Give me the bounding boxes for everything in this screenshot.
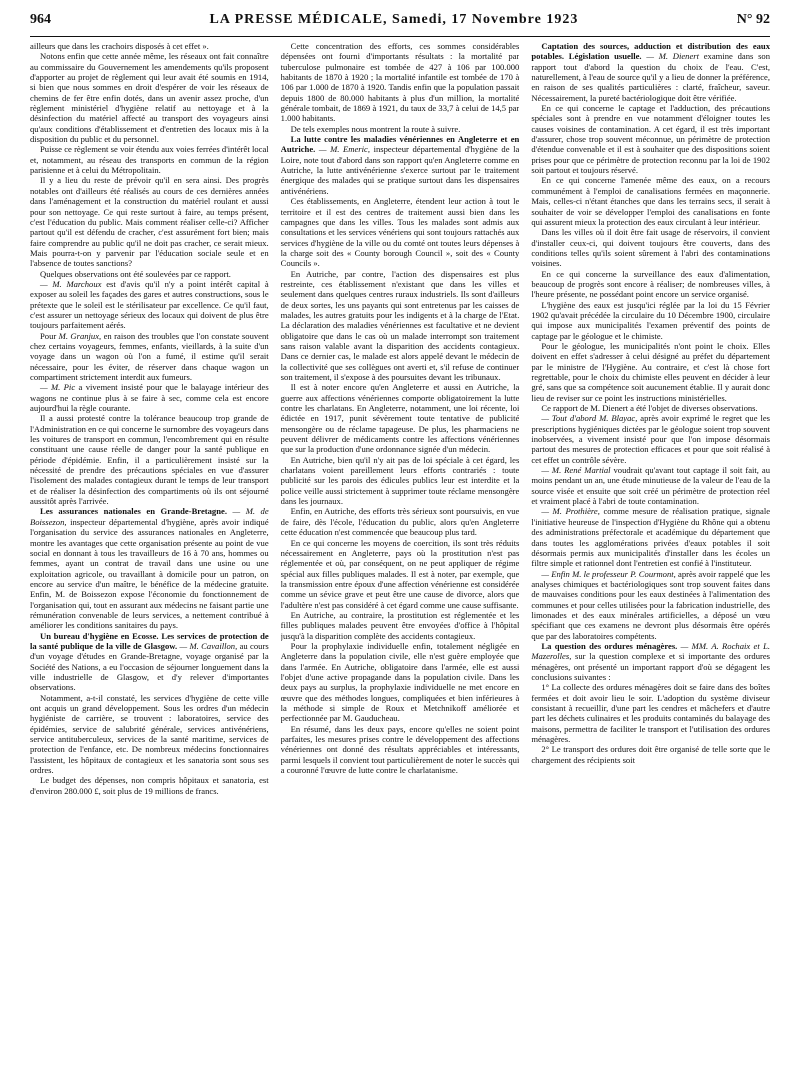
- speaker-name: — M. Cavaillon: [177, 640, 236, 651]
- paragraph: [281, 196, 520, 268]
- paragraph-text: est d'avis qu'il n'y a point intérêt capital à exposer au soleil les façades des gares et autres constructions, sous le prétexte que le soleil est le stérilisateur par excellence. Ce qu'il faut, c'est assurer un nettoyage sérieux des locaux qui doivent de plus être toujours parfaitement aérés.: [30, 278, 269, 331]
- paragraph: [531, 413, 770, 465]
- paragraph-text: Ces établissements, en Angleterre, étendent leur action à tout le territoire et il est des centres de traitement aussi bien dans les campagnes que dans les villes. Tous les malades sont admis aux consultations et les services vénériens qui sont toujours rattachés aux services d'hygiène de la ville ou du comté ont toutes leurs dépenses à la charge soit des « County borough Council », soit des « County Councils ».: [280, 196, 520, 269]
- paragraph: [281, 455, 520, 507]
- paragraph: [30, 693, 269, 776]
- paragraph: [531, 341, 770, 403]
- paragraph-text: Il a aussi protesté contre la tolérance beaucoup trop grande de l'Administration en ce qui concerne le surnombre des voyageurs dans les voitures de transport en commun, l'encombrement qui en résulte constituant une cause réelle de danger pour la santé publique en période d'épidémie. Enfin, il a particulièrement insisté sur la nécessité de prendre des précautions spéciales en vue d'assurer l'isolement des malades contagieux durant le temps de leur transport et de réaliser la désinfection des compartiments où ils ont séjourné aussitôt après l'arrivée.: [30, 413, 269, 507]
- paragraph: [531, 465, 770, 506]
- paragraph: [531, 103, 770, 175]
- paragraph-text: Notamment, a-t-il constaté, les services d'hygiène de cette ville ont acquis un grand développement. Sous les ordres d'un médecin hygiéniste de carrière, se trouvent : laboratoires, service des épidémies, service de salubrité générale, services antivénériens, service antituberculeux, services de la santé maritime, services de protection de l'enfance, etc. De nombreux médecins fonctionnaires l'assistent, les hôpitaux de contagieux et les sanatoria sont sous ses ordres.: [30, 692, 269, 776]
- paragraph-text: examine dans son rapport tout d'abord la question du choix de l'eau. C'est, naturellement, à l'eau de source qu'il y a lieu de donner la préférence, en raison de ses qualités particulières : clarté, fraîcheur, saveur. Nécessairement, la pureté bactériologique doit être vérifiée.: [531, 51, 770, 103]
- paragraph-text: En ce qui concerne les moyens de coercition, ils sont très réduits nécessairement en Angleterre, pays où la prostitution n'est pas réglementée et où, par conséquent, on ne peut appliquer de régime spécial aux filles publiques malades. Il est à noter, par exemple, que la transmission entre époux d'une affection vénérienne est considérée comme un sévice grave et peut être une cause de divorce, alors que l'adultère n'est pas considéré à cet égard comme une cause suffisante.: [280, 537, 520, 610]
- paragraph: [281, 506, 520, 537]
- paragraph-text: voudrait qu'avant tout captage il soit fait, au moins pendant un an, une étude minutieuse de la valeur de l'eau de la source visée et ensuite que soit créé un périmètre de protection réel et vraiment placé à l'abri de toute contamination.: [531, 465, 770, 507]
- paragraph: [30, 382, 269, 413]
- page-number: 964: [30, 12, 51, 27]
- paragraph: [531, 682, 770, 744]
- paragraph: [281, 134, 520, 196]
- paragraph-text: , après avoir exprimé le regret que les prescriptions hygiéniques dictées par le géologue soient trop souvent inobservées, a vivement insisté pour que l'on impose désormais partout des mesures de protection efficaces et pour que soit réalisé à cet effet un contrôle sévère.: [531, 413, 770, 465]
- paragraph: [281, 538, 520, 610]
- paragraph: [531, 403, 770, 413]
- column-middle: [281, 41, 520, 1071]
- paragraph: [30, 506, 269, 630]
- section-heading: La question des ordures ménagères.: [541, 640, 678, 651]
- paragraph: [30, 631, 269, 693]
- paragraph: [30, 269, 269, 279]
- paragraph: [30, 331, 269, 383]
- paragraph: [281, 724, 520, 776]
- paragraph: [281, 610, 520, 641]
- paragraph: [281, 124, 520, 134]
- paragraph-text: Le budget des dépenses, non compris hôpitaux et sanatoria, est d'environ 280.000 £, soit plus de 19 millions de francs.: [30, 775, 269, 796]
- paragraph-text: , inspecteur départemental d'hygiène de la Loire, note tout d'abord dans son rapport qu'en Angleterre comme en Autriche, la lutte antivénérienne s'exerce surtout par le traitement énergique des malades qui se pratique surtout dans les dispensaires antivénériens.: [280, 144, 520, 196]
- paragraph-text: En Autriche, bien qu'il n'y ait pas de loi spéciale à cet égard, les charlatans voient pareillement leurs efforts contrariés : toute publicité sur les parois des édicules publics leur est interdite et la police veille aussi strictement à supprimer toute réclame mensongère dans les journaux.: [280, 454, 520, 507]
- paragraph: [531, 300, 770, 341]
- paragraph-text: , comme mesure de réalisation pratique, signale l'initiative heureuse de l'inspection d'Hygiène du Rhône qui a obtenu des administrations préfectorale et académique du département que dans toutes les agglomérations privées d'eaux potables il soit désormais permis aux municipalités d'installer dans les écoles un filtre simple et rationnel dont l'entretien est confié à l'instituteur.: [531, 506, 770, 569]
- paragraph: [531, 175, 770, 227]
- paragraph-text: En ce qui concerne la surveillance des eaux d'alimentation, beaucoup de progrès sont encore à réaliser; de nombreuses villes, à l'heure présente, ne possédant point encore un service organisé.: [531, 268, 770, 300]
- speaker-name: — M. Prothière: [541, 506, 598, 517]
- paragraph: [30, 413, 269, 506]
- paragraph: [531, 744, 770, 765]
- paragraph: [30, 51, 269, 144]
- paragraph-text: , en raison des troubles que l'on constate souvent chez certains voyageurs, femmes, enfants, vieillards, à la suite d'un voyage dans un wagon où l'on a fumé, il estime qu'il serait nécessaire, pour les éviter, de réserver dans chaque wagon un compartiment strictement interdit aux fumeurs.: [30, 330, 269, 382]
- paragraph: [531, 269, 770, 300]
- section-heading: Un bureau d'hygiène en Ecosse. Les services de protection de la santé publique de la ville de Glasgow.: [30, 630, 269, 651]
- paragraph: [281, 41, 520, 124]
- paragraph-text: , inspecteur départemental d'hygiène, après avoir indiqué l'organisation du service des assurances nationales en Angleterre, montre les avantages que cette organisation présente au point de vue social en donnant à tous les travailleurs de 16 à 70 ans, hommes ou femmes, ayant un contrat de travail dans une usine ou une exploitation agricole, ou travaillant à domicile pour un patron, on encore au service d'un maître, le bénéfice de la médecine gratuite. Enfin, M. de Boissezon expose l'économie du fonctionnement de l'organisation qui, tout en assurant aux médecins ne faisant partie une rémunération convenable de leurs services, a nettement contribué à améliorer les conditions sanitaires du pays.: [30, 516, 269, 631]
- column-left: [30, 41, 269, 1071]
- paragraph: [30, 144, 269, 175]
- speaker-name: — M. Dienert: [641, 51, 699, 62]
- paragraph: [30, 41, 269, 51]
- paragraph-text: 1° La collecte des ordures ménagères doit se faire dans des boîtes fermées et doit avoir lieu le soir. L'adoption du système diviseur consistant à recueillir, d'une part les cendres et mâchefers et d'autre part les déchets culinaires et les produits contaminés du balayage des maisons, permettra de faciliter le transport et l'utilisation des ordures ménagères.: [531, 682, 770, 745]
- paragraph-text: Il y a lieu du reste de prévoir qu'il en sera ainsi. Des progrès notables ont d'ailleurs été réalisés au cours de ces dernières années dans l'aménagement et la construction du matériel roulant et aussi pour son nettoyage. Ce qui reste surtout à faire, au temps présent, c'est l'éducation du public. Mais comment réaliser celle-ci? Afficher partout qu'il est défendu de cracher, c'est assurément fort bien; mais faire comprendre au public qu'il ne doit pas cracher, ce serait mieux. Mais pourra-t-on y parvenir par l'éducation sociale seule et en l'absence de toutes sanctions?: [30, 175, 269, 269]
- paragraph-text: Notons enfin que cette année même, les réseaux ont fait connaître au commissaire du Gouvernement les amendements qu'ils proposent d'apporter au projet de règlement qui leur avait été soumis en 1914, si bien que nous sommes en droit d'espérer de voir les réseaux de chemins de fer être enfin dotés, dans un avenir assez proche, d'un règlement ministériel d'hygiène relatif au nettoyage et à la désinfection du matériel affecté au transport des voyageurs ainsi qu'aux conditions d'établissement et d'entretien des locaux mis à la disposition du public et du personnel.: [30, 51, 269, 145]
- speaker-name: — MM. A. Rochaix et L. Mazerolles: [531, 640, 770, 662]
- paragraph-text: a vivement insisté pour que le balayage intérieur des wagons ne continue plus à se faire à sec, comme cela est encore aujourd'hui la règle courante.: [30, 382, 269, 414]
- paragraph-text: De tels exemples nous montrent la route à suivre.: [290, 123, 461, 134]
- paragraph: [531, 506, 770, 568]
- running-header: [30, 12, 770, 34]
- speaker-name: — M. Emeric: [315, 144, 368, 155]
- paragraph: [531, 569, 770, 641]
- paragraph-text: En Autriche, par contre, l'action des dispensaires est plus restreinte, ces établissement n'existant que dans les villes et seulement dans quelques centres ruraux industriels. Ils sont d'ailleurs de deux sortes, les uns payants qui sont entretenus par les caisses de malades, les autres gratuits pour les indigents et à la charge de l'Etat. La déclaration des maladies vénériennes est facultative et ne devient obligatoire que dans le cas où un malade interrompt son traitement sans raison valable avant la disparition des accidents contagieux. Dans ce dernier cas, le malade est alors appelé devant le médecin de la collectivité que ses collègues ont averti et, s'il refuse de continuer son traitement, il s'expose à des poursuites devant les tribunaux.: [280, 268, 520, 382]
- section-heading: Captation des sources, adduction et distribution des eaux potables. Législation usuelle.: [531, 41, 770, 62]
- paragraph: [531, 227, 770, 268]
- paragraph-text: En Autriche, au contraire, la prostitution est réglementée et les filles publiques malades peuvent être envoyées d'office à l'hôpital jusqu'à la disparition complète des accidents contagieux.: [280, 609, 520, 641]
- section-heading: Les assurances nationales en Grande-Bretagne.: [40, 506, 227, 517]
- speaker-name: — M. Marchoux: [40, 278, 102, 289]
- paragraph-text: Enfin, en Autriche, des efforts très sérieux sont poursuivis, en vue de faire, dès l'école, l'éducation du public, alors qu'en Angleterre cette éducation n'est commencée que beaucoup plus tard.: [280, 506, 520, 538]
- speaker-name: — M. René Martial: [541, 465, 611, 476]
- article-columns: [30, 41, 770, 1071]
- speaker-name: — Tout d'abord M. Blayac: [541, 413, 636, 424]
- speaker-name: M. Granjux: [58, 330, 100, 341]
- paragraph-text: , au cours d'un voyage d'études en Grande-Bretagne, voyage organisé par la Société des Nations, a eu l'occasion de séjourner longuement dans la ville industrielle de Glasgow, et d'y relever d'importantes observations.: [30, 640, 269, 693]
- header-rule: [30, 36, 770, 37]
- paragraph: [281, 382, 520, 454]
- paragraph: [531, 41, 770, 103]
- paragraph-text: Quelques observations ont été soulevées par ce rapport.: [40, 268, 231, 279]
- paragraph-text: En ce qui concerne le captage et l'adduction, des précautions spéciales sont à prendre en vue notamment d'éloigner toutes les causes voisines de contamination. A cet égard, il est très important d'assurer, chose trop souvent méconnue, un périmètre de protection d'étendue convenable et il est à souhaiter que des dispositions soient prises pour que ce périmètre de protection reconnu par la loi de 1902 soit partout et toujours réservé.: [531, 103, 770, 176]
- paragraph-text: Ce rapport de M. Dienert a été l'objet de diverses observations.: [541, 403, 758, 414]
- column-right: [531, 41, 770, 1071]
- paragraph-text: Pour le géologue, les municipalités n'ont point le choix. Elles doivent en effet s'adresser à celui désigné au préfet du département par le ministre de l'Hygiène. Au contraire, et c'est là chose fort regrettable, pour le choix du chimiste elles peuvent en décider à leur gré, sans que sa compétence soit aucunement établie. Il y aurait donc lieu de reviser sur ce point les instructions ministérielles.: [531, 340, 770, 403]
- paragraph: [30, 279, 269, 331]
- journal-title: LA PRESSE MÉDICALE, Samedi, 17 Novembre 1923: [209, 12, 579, 27]
- speaker-name: — M. de Boissezon: [30, 506, 269, 527]
- speaker-name: — M. Pic: [40, 382, 76, 393]
- speaker-name: — Enfin M. le professeur P. Courmont: [541, 568, 674, 579]
- issue-number: N° 92: [736, 12, 770, 27]
- paragraph: [281, 641, 520, 724]
- paragraph-text: L'hygiène des eaux est jusqu'ici réglée par la loi du 15 Février 1902 qu'avait précédée la circulaire du 10 Décembre 1900, circulaire qui impose aux municipalités l'examen préventif des points de captage par le géologue et le chimiste.: [531, 299, 770, 341]
- paragraph-text: Dans les villes où il doit être fait usage de réservoirs, il convient d'installer ceux-ci, qui doivent toujours être couverts, dans des conditions telles qu'ils soient sûrement à l'abri des contaminations voisines.: [531, 227, 770, 269]
- paragraph-text: Pour la prophylaxie individuelle enfin, totalement négligée en Angleterre dans la population civile, elle n'est guère employée que dans l'armée. En Autriche, obligatoire dans l'armée, elle est aussi l'objet d'une active propagande dans la population civile. Dans les deux pays au surplus, la prophylaxie individuelle ne met encore en œuvre que des méthodes longues, compliquées et bien inférieures à la méthode si simple de Roux et Metchnikoff améliorée et perfectionnée par M. Gauducheau.: [280, 640, 520, 724]
- paragraph: [30, 175, 269, 268]
- paragraph-text: , sur la question complexe et si importante des ordures ménagères, ont présenté un important rapport d'où se dégagent les conclusions suivantes :: [531, 651, 770, 682]
- paragraph: [281, 269, 520, 383]
- paragraph-text: Puisse ce règlement se voir étendu aux voies ferrées d'intérêt local et, notamment, au réseau des transports en commun de la région parisienne et à celui du Métropolitain.: [30, 144, 269, 176]
- paragraph-text: Il est à noter encore qu'en Angleterre et aussi en Autriche, la guerre aux affections vénériennes comporte obligatoirement la lutte contre les charlatans. En Angleterre, notamment, une loi récente, loi édictée en 1917, punit sévèrement toute tentative de publicité mensongère ou de réclame tapageuse. De plus, les pharmaciens ne peuvent délivrer de médicaments contre les affections vénériennes que sur la production d'une ordonnance signée d'un médecin.: [280, 382, 520, 455]
- paragraph-text: , après avoir rappelé que les analyses chimiques et bactériologiques sont trop souvent faites dans de mauvaises conditions pour les eaux destinées à l'alimentation des communes et pour celles utilisées pour la fabrication industrielle, des limonades et des eaux minérales artificielles, a déposé un vœu spécifiant que ces examens ne devront plus désormais être opérés que par des laboratoires compétents.: [531, 568, 770, 641]
- paragraph-text: ailleurs que dans les crachoirs disposés à cet effet ».: [30, 41, 209, 51]
- paragraph: [30, 775, 269, 796]
- paragraph-text: Cette concentration des efforts, ces sommes considérables dépensées ont fourni d'importants résultats : la mortalité par tuberculose pulmonaire est tombée de 427 à 106 par 100.000 habitants de 1870 à 1920 ; la mortalité infantile est tombée de 170 à 106 par 1.000 de 1870 à 1920. Tandis enfin que la population passait depuis 1800 de 80.000 habitants à plus d'un million, la mortalité générale tombait, de 1869 à 1921, du taux de 33,7 à celui de 14,5 par 1.000 habitants.: [280, 41, 520, 124]
- paragraph-text: En résumé, dans les deux pays, encore qu'elles ne soient point parfaites, les mesures prises contre le développement des affections vénériennes ont donné des résultats appréciables et intéressants, parmi lesquels il convient tout particulièrement de noter le succès qui a couronné l'œuvre de lutte contre le charlatanisme.: [280, 723, 520, 776]
- paragraph-text: En ce qui concerne l'amenée même des eaux, on a recours communément à l'emploi de canalisations fermées en maçonnerie. Mais, celles-ci n'étant étanches que dans les terrains secs, il serait à souhaiter de voir se développer l'emploi des canalisations en fonte qui assurent mieux la protection des eaux circulant à leur intérieur.: [531, 175, 770, 227]
- paragraph: [531, 641, 770, 682]
- section-heading: La lutte contre les maladies vénériennes en Angleterre et en Autriche.: [280, 134, 520, 155]
- paragraph-text: 2° Le transport des ordures doit être organisé de telle sorte que le chargement des récipients soit: [531, 744, 770, 765]
- paragraph-lead: Pour: [40, 330, 59, 341]
